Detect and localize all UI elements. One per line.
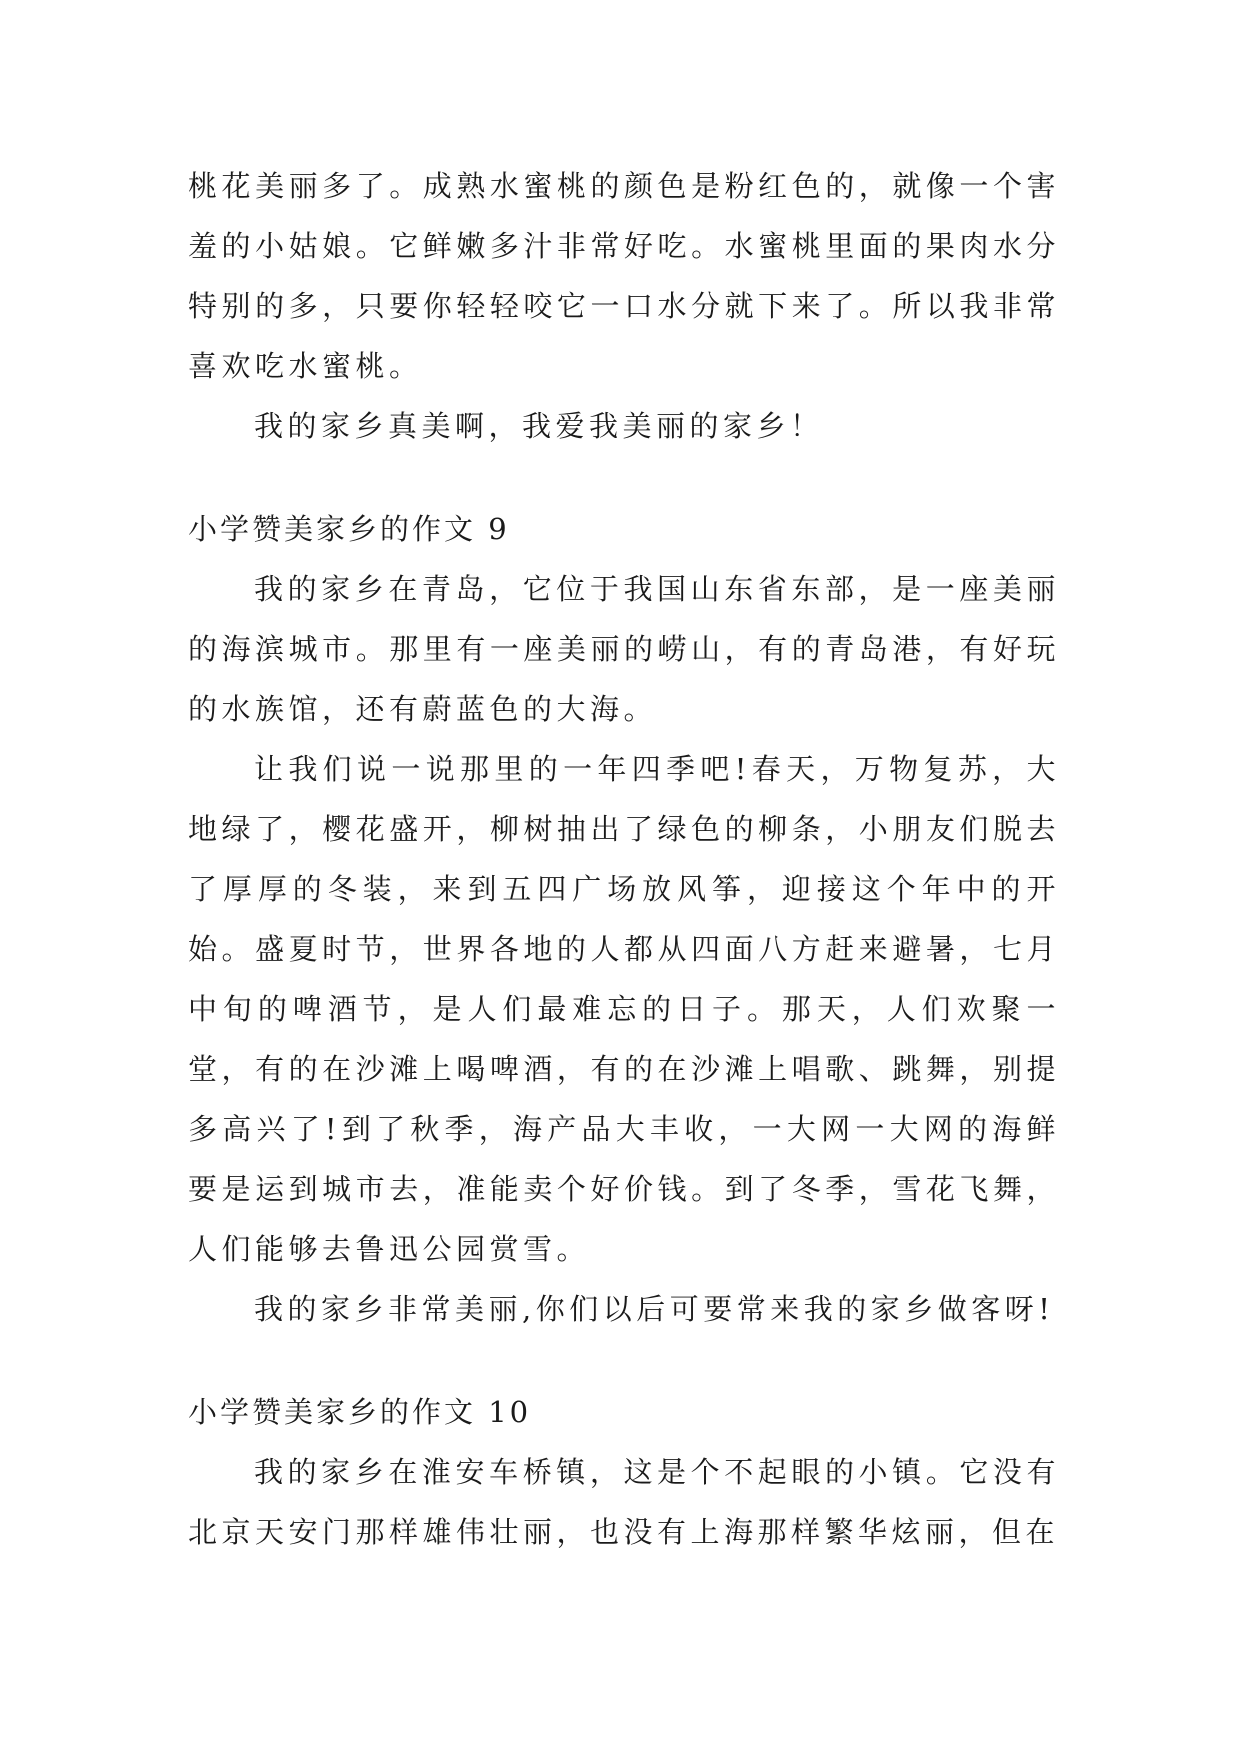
paragraph: 让我们说一说那里的一年四季吧!春天，万物复苏，大地绿了，樱花盛开，柳树抽出了绿色的柳条，小朋友们脱去了厚厚的冬装，来到五四广场放风筝，迎接这个年中的开始。盛夏时节，世界各地的人都从四面八方赶来避暑，七月中旬的啤酒节，是人们最难忘的日子。那天，人们欢聚一堂，有的在沙滩上喝啤酒，有的在沙滩上唱歌、跳舞，别提多高兴了!到了秋季，海产品大丰收，一大网一大网的海鲜要是运到城市去，准能卖个好价钱。到了冬季，雪花飞舞，人们能够去鲁迅公园赏雪。 xyxy=(188,752,1060,1266)
paragraph: 我的家乡真美啊，我爱我美丽的家乡！ xyxy=(254,409,824,443)
paragraph: 我的家乡非常美丽,你们以后可要常来我的家乡做客呀! xyxy=(254,1292,1055,1326)
essay-heading: 小学赞美家乡的作文 10 xyxy=(188,1395,532,1429)
essay-heading: 小学赞美家乡的作文 9 xyxy=(188,512,510,546)
paragraph: 我的家乡在淮安车桥镇，这是个不起眼的小镇。它没有北京天安门那样雄伟壮丽，也没有上海那样繁华炫丽，但在 xyxy=(188,1455,1060,1549)
document-body xyxy=(188,156,1060,1562)
paragraph: 我的家乡在青岛，它位于我国山东省东部，是一座美丽的海滨城市。那里有一座美丽的崂山，有的青岛港，有好玩的水族馆，还有蔚蓝色的大海。 xyxy=(188,572,1060,726)
paragraph: 桃花美丽多了。成熟水蜜桃的颜色是粉红色的，就像一个害羞的小姑娘。它鲜嫩多汁非常好吃。水蜜桃里面的果肉水分特别的多，只要你轻轻咬它一口水分就下来了。所以我非常喜欢吃水蜜桃。 xyxy=(188,169,1060,383)
